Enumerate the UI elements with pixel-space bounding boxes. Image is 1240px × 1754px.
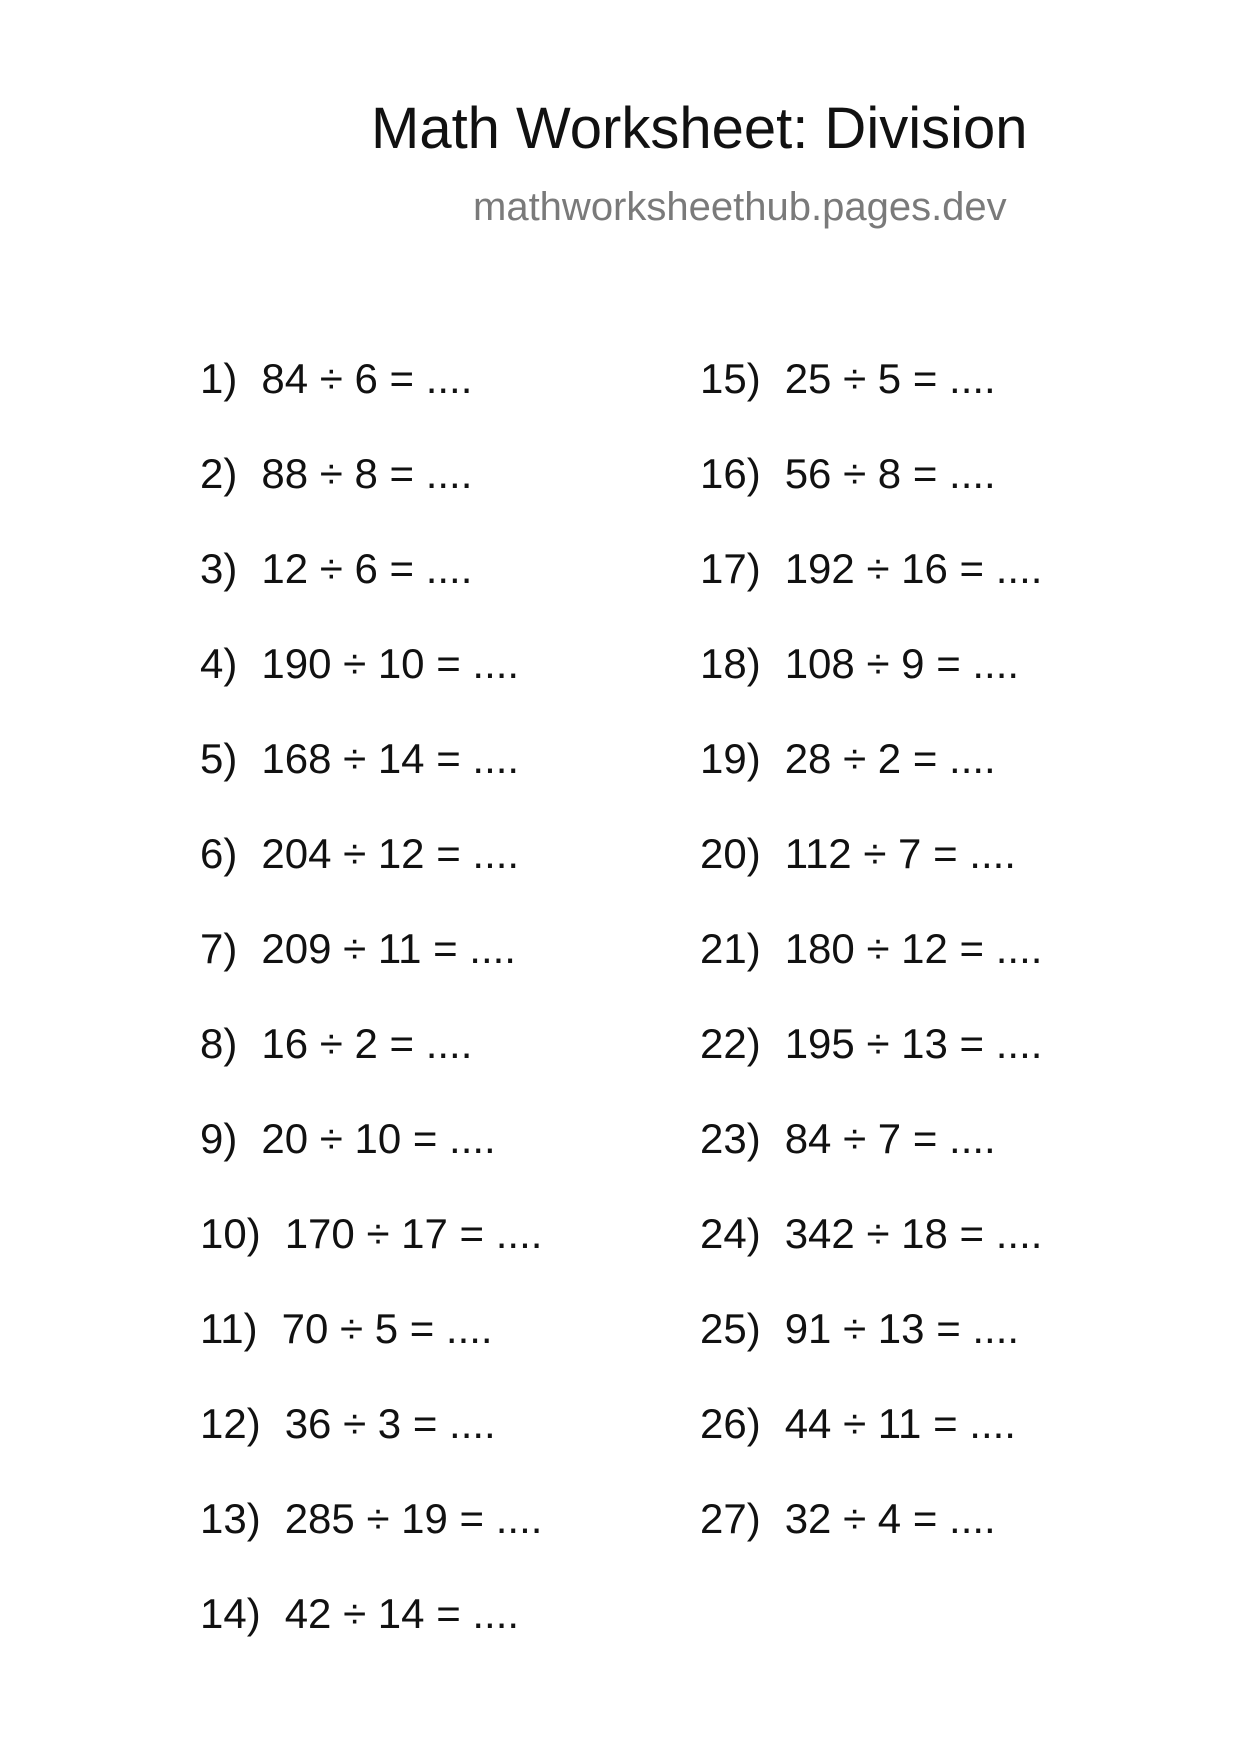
- problem-expression: 204 ÷ 12 = ....: [261, 830, 520, 877]
- problem-number: 19): [700, 735, 761, 782]
- problem-item: [200, 639, 542, 734]
- problem-item: [200, 1304, 542, 1399]
- problem-item: [700, 639, 1042, 734]
- problem-expression: 70 ÷ 5 = ....: [281, 1305, 493, 1352]
- problem-number: 11): [200, 1305, 258, 1352]
- problem-expression: 285 ÷ 19 = ....: [284, 1495, 543, 1542]
- problem-expression: 88 ÷ 8 = ....: [261, 450, 473, 497]
- problem-number: 17): [700, 545, 761, 592]
- problem-expression: 180 ÷ 12 = ....: [784, 925, 1043, 972]
- problem-item: [700, 449, 1042, 544]
- problem-number: 9): [200, 1115, 238, 1162]
- problem-item: [200, 829, 542, 924]
- problem-expression: 342 ÷ 18 = ....: [784, 1210, 1043, 1257]
- problem-item: [700, 354, 1042, 449]
- problem-number: 22): [700, 1020, 761, 1067]
- problem-column-left: [200, 354, 542, 1684]
- problem-expression: 209 ÷ 11 = ....: [261, 925, 516, 972]
- problem-expression: 36 ÷ 3 = ....: [284, 1400, 496, 1447]
- problem-expression: 170 ÷ 17 = ....: [284, 1210, 543, 1257]
- problem-item: [700, 734, 1042, 829]
- problem-item: [700, 1019, 1042, 1114]
- problem-item: [700, 1114, 1042, 1209]
- problem-item: [200, 544, 542, 639]
- problem-number: 16): [700, 450, 761, 497]
- problem-number: 15): [700, 355, 761, 402]
- problem-expression: 84 ÷ 6 = ....: [261, 355, 473, 402]
- problem-expression: 168 ÷ 14 = ....: [261, 735, 520, 782]
- problem-expression: 84 ÷ 7 = ....: [784, 1115, 996, 1162]
- problem-number: 14): [200, 1590, 261, 1637]
- problem-item: [700, 829, 1042, 924]
- site-url: mathworksheethub.pages.dev: [473, 185, 1007, 229]
- problem-number: 26): [700, 1400, 761, 1447]
- problem-item: [200, 1114, 542, 1209]
- problem-expression: 112 ÷ 7 = ....: [784, 830, 1016, 877]
- problem-number: 8): [200, 1020, 238, 1067]
- problem-number: 12): [200, 1400, 261, 1447]
- problem-number: 23): [700, 1115, 761, 1162]
- problem-expression: 28 ÷ 2 = ....: [784, 735, 996, 782]
- problem-item: [200, 1399, 542, 1494]
- problem-expression: 25 ÷ 5 = ....: [784, 355, 996, 402]
- problem-item: [700, 1304, 1042, 1399]
- problem-item: [700, 1399, 1042, 1494]
- problem-item: [200, 1209, 542, 1304]
- problem-item: [200, 354, 542, 449]
- problem-item: [200, 1494, 542, 1589]
- problem-number: 20): [700, 830, 761, 877]
- problem-item: [200, 1589, 542, 1684]
- problem-number: 6): [200, 830, 238, 877]
- problem-number: 3): [200, 545, 238, 592]
- problem-number: 27): [700, 1495, 761, 1542]
- problem-item: [200, 449, 542, 544]
- page-title: Math Worksheet: Division: [371, 96, 1028, 161]
- problem-expression: 42 ÷ 14 = ....: [284, 1590, 520, 1637]
- problem-expression: 192 ÷ 16 = ....: [784, 545, 1043, 592]
- problem-expression: 56 ÷ 8 = ....: [784, 450, 996, 497]
- problem-expression: 16 ÷ 2 = ....: [261, 1020, 473, 1067]
- problem-expression: 195 ÷ 13 = ....: [784, 1020, 1043, 1067]
- problem-number: 2): [200, 450, 238, 497]
- problem-number: 18): [700, 640, 761, 687]
- problem-number: 10): [200, 1210, 261, 1257]
- problem-number: 13): [200, 1495, 261, 1542]
- problem-expression: 91 ÷ 13 = ....: [784, 1305, 1020, 1352]
- problem-expression: 32 ÷ 4 = ....: [784, 1495, 996, 1542]
- problem-expression: 44 ÷ 11 = ....: [784, 1400, 1016, 1447]
- problem-number: 5): [200, 735, 238, 782]
- problem-expression: 190 ÷ 10 = ....: [261, 640, 520, 687]
- problem-item: [200, 1019, 542, 1114]
- problem-number: 24): [700, 1210, 761, 1257]
- problem-item: [700, 1209, 1042, 1304]
- problem-number: 1): [200, 355, 238, 402]
- problem-number: 7): [200, 925, 238, 972]
- problem-item: [200, 924, 542, 1019]
- problem-number: 25): [700, 1305, 761, 1352]
- problem-column-right: [700, 354, 1042, 1589]
- problem-item: [700, 924, 1042, 1019]
- problem-number: 4): [200, 640, 238, 687]
- problem-expression: 108 ÷ 9 = ....: [784, 640, 1020, 687]
- problem-expression: 20 ÷ 10 = ....: [261, 1115, 496, 1162]
- problem-item: [700, 1494, 1042, 1589]
- problem-expression: 12 ÷ 6 = ....: [261, 545, 473, 592]
- problem-item: [700, 544, 1042, 639]
- problem-number: 21): [700, 925, 761, 972]
- problem-item: [200, 734, 542, 829]
